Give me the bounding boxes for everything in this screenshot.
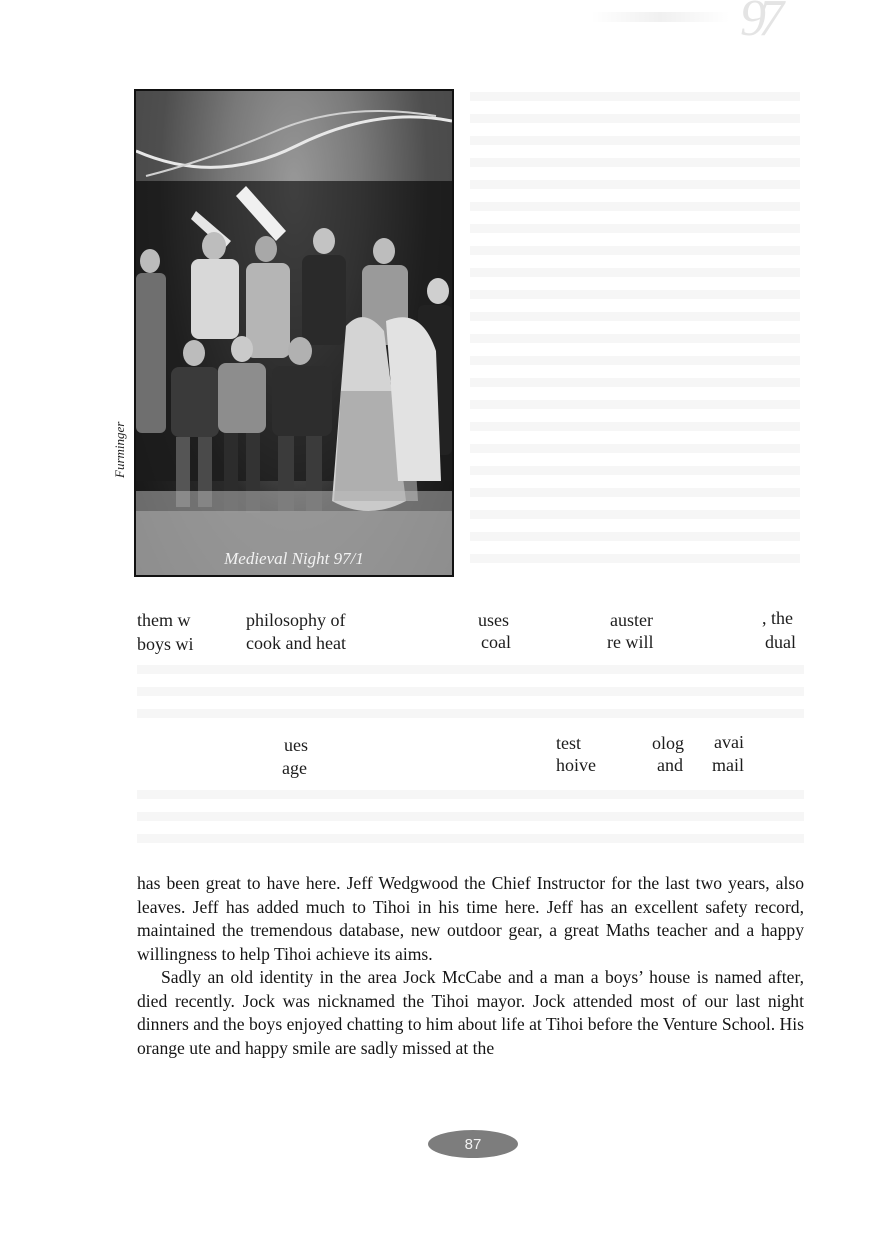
fragment-r4-c3: and — [657, 755, 683, 775]
fragment-r1-c4: auster — [610, 610, 653, 630]
bleed-through-text-right — [470, 92, 800, 572]
header-page-mark: 97 — [740, 0, 776, 47]
bleed-through-text-middle — [137, 665, 804, 725]
fragment-r1-c3: uses — [478, 610, 509, 630]
fragment-r3-c3: olog — [652, 733, 685, 753]
page-number: 87 — [464, 1135, 482, 1153]
fragment-r4-c4: mail — [712, 755, 744, 775]
fragment-r4-c2: hoive — [556, 755, 596, 775]
bleed-through-text-lower — [137, 790, 804, 850]
medieval-night-photo — [134, 89, 454, 577]
fragment-r2-c1: boys wi — [137, 634, 194, 654]
fragment-r2-c5: dual — [765, 632, 796, 652]
fragment-r4-c1: age — [282, 758, 307, 778]
fragment-r3-c1: ues — [284, 735, 308, 755]
photo-credit-text: Furminger — [112, 421, 127, 478]
photo-caption: Medieval Night 97/1 — [224, 549, 364, 568]
fragment-r2-c4: re will — [607, 632, 654, 652]
page-number-badge — [428, 1130, 518, 1158]
fragment-r2-c2: cook and heat — [246, 633, 346, 653]
fragment-r3-c2: test — [556, 733, 581, 753]
body-paragraph-2: Sadly an old identity in the area Jock McCabe and a man a boys’ house is named after, died recently. Jock was nicknamed the Tihoi mayor. Jock attended most of our last night dinners and the boys enjoyed chatting to him about life at Tihoi before the Venture School. His orange ute and happy smile are sadly missed at the — [137, 967, 804, 1058]
fragment-r1-c1: them w — [137, 610, 191, 630]
photo-credit — [112, 421, 134, 598]
fragment-r1-c2: philosophy of — [246, 610, 346, 630]
body-paragraph-1: has been great to have here. Jeff Wedgwood the Chief Instructor for the last two years, also leaves. Jeff has added much to Tihoi in his time here. Jeff has an excellent safety record, maintained the tremendous database, new outdoor gear, a great Maths teacher and a happy willingness to help Tihoi achieve its aims. — [137, 873, 804, 964]
fragment-r3-c4: avai — [714, 732, 744, 752]
photo-illustration — [136, 91, 452, 575]
bleed-through-header — [590, 12, 730, 22]
fragment-r1-c5: , the — [762, 608, 793, 628]
fragment-r2-c3: coal — [481, 632, 511, 652]
